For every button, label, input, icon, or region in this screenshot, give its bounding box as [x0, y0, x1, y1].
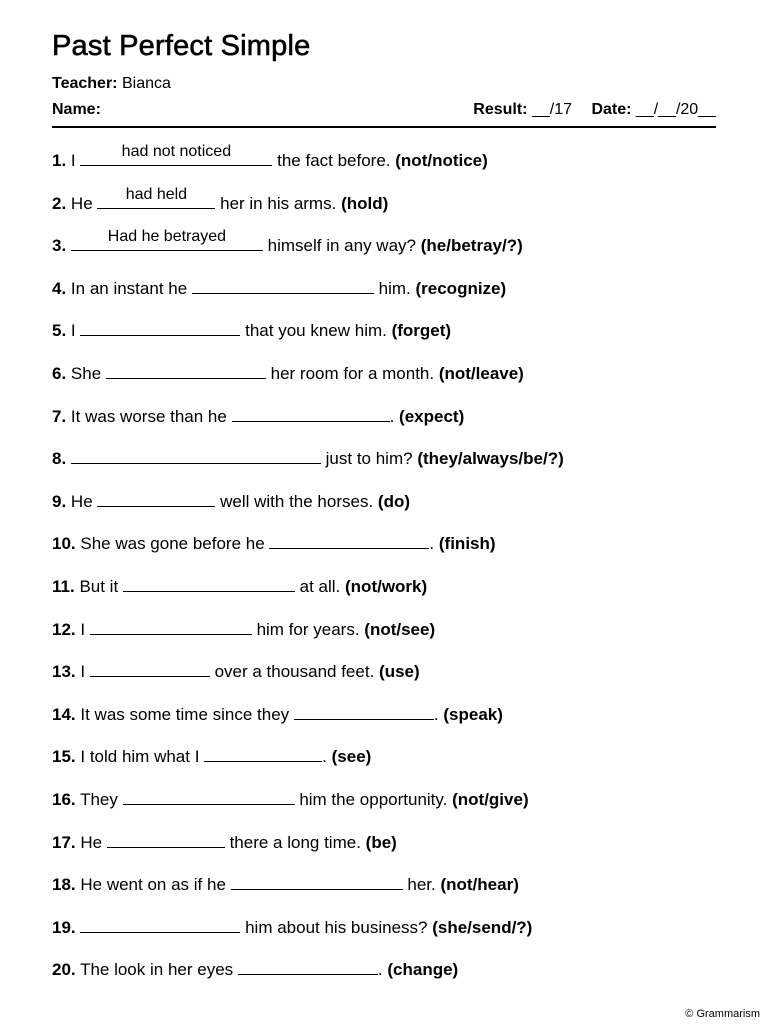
question-item: [52, 228, 523, 257]
question-text-after: .: [429, 534, 435, 554]
question-number: 17.: [52, 832, 76, 852]
question-item: [52, 660, 420, 683]
verb-hint: (not/see): [364, 619, 436, 639]
answer-blank[interactable]: [269, 532, 429, 549]
question-number: 19.: [52, 917, 76, 937]
teacher-name: Bianca: [121, 75, 171, 92]
question-number: 10.: [52, 534, 76, 554]
question-text-before: It was some time since they: [80, 704, 290, 724]
question-text-before: The look in her eyes: [80, 960, 234, 980]
verb-hint: (not/leave): [438, 364, 524, 383]
verb-hint: (hold): [341, 193, 389, 213]
question-text-after: her room for a month.: [265, 364, 435, 383]
question-text-before: He: [80, 832, 103, 852]
question-text-after: just to him?: [320, 449, 413, 469]
question-text-before: It was worse than he: [70, 406, 227, 426]
question-text-after: .: [389, 406, 395, 426]
question-number: 11.: [52, 577, 75, 596]
question-number: 18.: [52, 875, 76, 895]
question-text-before: He: [70, 193, 93, 213]
question-item: [52, 831, 397, 854]
question-text-after: well with the horses.: [215, 491, 374, 511]
question-item: [52, 618, 435, 641]
verb-hint: (see): [331, 747, 372, 767]
name-label: Name:: [52, 101, 101, 118]
question-text-before: I: [70, 151, 76, 170]
answer-blank[interactable]: [80, 916, 240, 933]
answer-blank[interactable]: [107, 831, 225, 848]
question-text-before: They: [80, 790, 118, 809]
answer-blank[interactable]: [80, 319, 240, 336]
answer-blank[interactable]: [80, 143, 272, 166]
result-value: __/17: [531, 101, 572, 118]
answer-blank[interactable]: [123, 788, 295, 805]
question-text-after: over a thousand feet.: [209, 662, 375, 682]
question-item: [52, 703, 503, 726]
question-text-after: that you knew him.: [240, 321, 387, 341]
question-item: [52, 788, 529, 811]
question-text-before: I told him what I: [80, 747, 200, 767]
header-fields: [52, 101, 716, 123]
answer-blank[interactable]: [192, 277, 374, 294]
question-number: 7.: [52, 406, 67, 426]
question-number: 9.: [52, 491, 67, 511]
teacher-label: Teacher:: [52, 75, 118, 92]
result-field: [473, 101, 572, 119]
question-text-after: him about his business?: [240, 917, 428, 937]
answer-blank[interactable]: [90, 618, 252, 635]
question-item: [52, 490, 410, 513]
verb-hint: (he/betray/?): [420, 236, 523, 256]
verb-hint: (do): [377, 491, 411, 511]
verb-hint: (not/notice): [395, 151, 488, 170]
verb-hint: (not/work): [345, 577, 428, 596]
filled-answer: had not noticed: [121, 143, 232, 160]
question-item: [52, 958, 458, 981]
question-number: 13.: [52, 662, 76, 682]
question-text-after: at all.: [294, 577, 341, 596]
date-field: [591, 101, 716, 119]
question-number: 16.: [52, 790, 76, 809]
question-number: 1.: [52, 151, 67, 170]
answer-blank[interactable]: [106, 362, 266, 379]
question-item: [52, 532, 496, 555]
verb-hint: (not/hear): [440, 875, 519, 895]
question-number: 20.: [52, 960, 76, 980]
question-text-before: I: [80, 662, 86, 682]
verb-hint: (finish): [438, 534, 496, 554]
verb-hint: (not/give): [452, 790, 529, 809]
question-text-after: .: [377, 960, 383, 980]
answer-blank[interactable]: [71, 228, 263, 251]
filled-answer: had held: [125, 185, 188, 203]
question-item: [52, 916, 532, 939]
question-number: 3.: [52, 236, 67, 256]
question-text-before: He went on as if he: [80, 875, 226, 895]
question-text-after: .: [322, 747, 327, 767]
question-number: 8.: [52, 449, 67, 469]
verb-hint: (expect): [399, 406, 465, 426]
verb-hint: (change): [387, 960, 459, 980]
question-number: 4.: [52, 278, 67, 298]
verb-hint: (recognize): [415, 278, 507, 298]
answer-blank[interactable]: [90, 660, 210, 677]
verb-hint: (they/always/be/?): [417, 449, 564, 469]
question-text-after: there a long time.: [224, 832, 361, 852]
question-item: [52, 362, 524, 385]
question-number: 5.: [52, 321, 67, 341]
question-item: [52, 405, 464, 428]
answer-blank[interactable]: [204, 745, 322, 762]
verb-hint: (be): [365, 832, 397, 852]
answer-blank[interactable]: [238, 958, 378, 975]
answer-blank[interactable]: [123, 575, 295, 592]
question-text-before: In an instant he: [70, 278, 188, 298]
question-item: [52, 447, 564, 470]
teacher-line: [52, 75, 171, 93]
copyright-footer: © Grammarism: [685, 1008, 760, 1020]
date-value: __/__/20__: [635, 101, 716, 118]
verb-hint: (forget): [391, 321, 452, 341]
answer-blank[interactable]: [71, 447, 321, 464]
question-number: 2.: [52, 193, 67, 213]
verb-hint: (she/send/?): [432, 917, 533, 937]
question-item: [52, 319, 451, 342]
question-number: 6.: [52, 364, 67, 383]
question-text-before: I: [80, 619, 86, 639]
question-text-after: the fact before.: [272, 151, 391, 170]
verb-hint: (use): [379, 662, 420, 682]
answer-blank[interactable]: [294, 703, 434, 720]
question-item: [52, 277, 506, 300]
question-text-after: her.: [402, 875, 436, 895]
question-text-after: him for years.: [251, 619, 360, 639]
question-number: 14.: [52, 704, 76, 724]
question-text-before: She was gone before he: [80, 534, 265, 554]
answer-blank[interactable]: [231, 873, 403, 890]
verb-hint: (speak): [443, 704, 503, 724]
question-text-before: He: [70, 491, 93, 511]
question-item: [52, 873, 519, 896]
result-label: Result:: [473, 101, 528, 118]
question-text-after: himself in any way?: [262, 236, 416, 256]
answer-blank[interactable]: [97, 185, 215, 209]
question-item: [52, 745, 371, 768]
answer-blank[interactable]: [232, 405, 390, 422]
question-number: 15.: [52, 747, 76, 767]
header-divider: [52, 126, 716, 128]
question-text-after: him.: [373, 278, 411, 298]
question-text-after: .: [433, 704, 439, 724]
question-item: [52, 575, 427, 598]
answer-blank[interactable]: [97, 490, 215, 507]
question-item: [52, 143, 488, 172]
question-text-before: But it: [79, 577, 119, 596]
question-text-after: him the opportunity.: [294, 790, 448, 809]
question-item: [52, 185, 389, 215]
question-number: 12.: [52, 619, 76, 639]
worksheet-title: Past Perfect Simple: [52, 30, 311, 62]
question-text-before: I: [70, 321, 76, 341]
filled-answer: Had he betrayed: [107, 228, 227, 246]
question-text-after: her in his arms.: [215, 193, 337, 213]
question-text-before: She: [70, 364, 102, 383]
date-label: Date:: [591, 101, 632, 118]
